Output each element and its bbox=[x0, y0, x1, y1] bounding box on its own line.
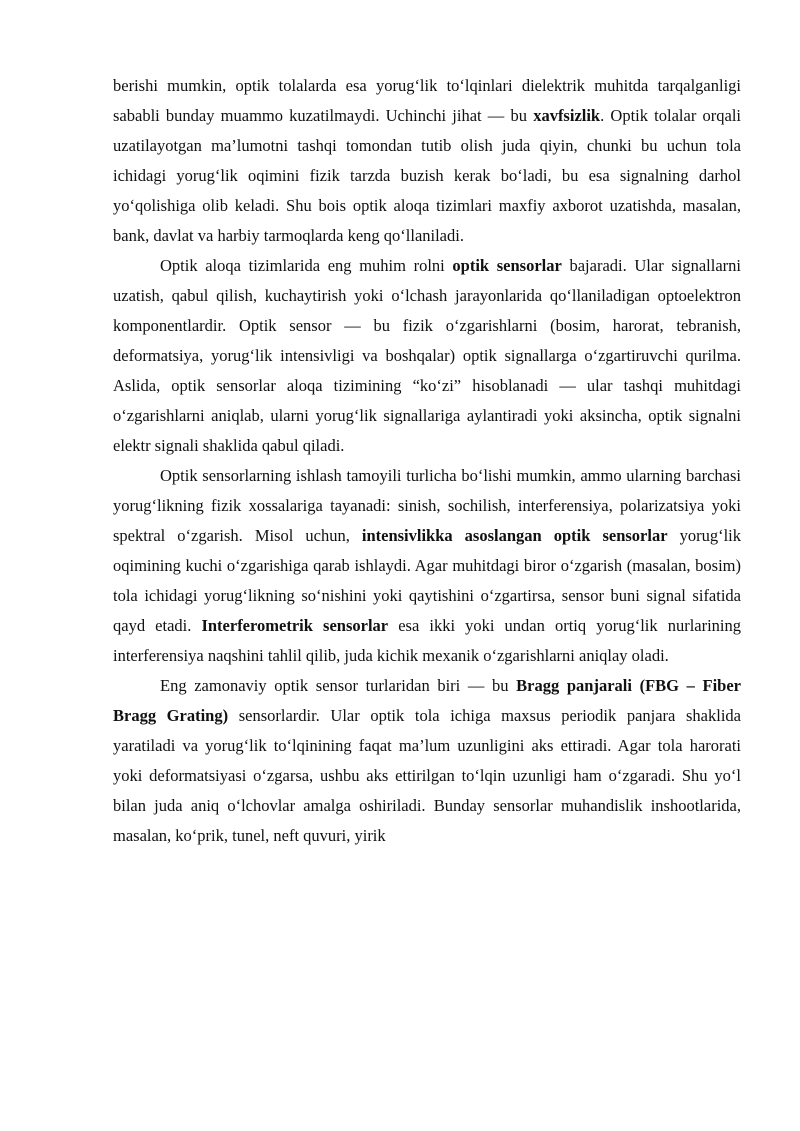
text-run: esa ikki yoki undan ortiq yorug‘lik nurlarining interferensiya naqshini tahlil qilib, juda kichik mexanik o‘zgarishlarni aniqlay oladi. bbox=[113, 616, 742, 665]
text-run: yorug‘lik oqimining kuchi o‘zgarishiga qarab ishlaydi. Agar muhitdagi biror o‘zgarish (masalan, bosim) tola ichidagi yorug‘likning so‘nishini yoki qaytishini o‘zgartirsa, sensor buni signal sifatida qayd etadi. bbox=[113, 526, 741, 635]
paragraph-fbg-sensors bbox=[113, 671, 741, 851]
text-run: Optik sensorlarning ishlash tamoyili turlicha bo‘lishi mumkin, ammo ularning barchasi yorug‘likning fizik xossalariga tayanadi: sinish, sochilish, interferensiya, polarizatsiya yoki spektral o‘zgarish. Misol uchun, bbox=[113, 466, 741, 545]
paragraph-security bbox=[113, 71, 741, 251]
bold-term-optik-sensorlar: optik sensorlar bbox=[452, 256, 562, 275]
text-run: bajaradi. Ular signallarni uzatish, qabul qilish, kuchaytirish yoki o‘lchash jarayonlarida qo‘llaniladigan optoelektron komponentlardir. Optik sensor — bu fizik o‘zgarishlarni (bosim, harorat, tebranish, deformatsiya, yorug‘lik intensivligi va boshqalar) optik signallarga o‘zgartiruvchi qurilma. Aslida, optik sensorlar aloqa tizimining “ko‘zi” hisoblanadi — ular tashqi muhitdagi o‘zgarishlarni aniqlab, ularni yorug‘lik signallariga aylantiradi yoki aksincha, optik signalni elektr signali shaklida qabul qiladi. bbox=[113, 256, 741, 455]
bold-term-xavfsizlik: xavfsizlik bbox=[533, 106, 601, 125]
paragraph-working-principle bbox=[113, 461, 741, 671]
text-run: berishi mumkin, optik tolalarda esa yorug‘lik to‘lqinlari dielektrik muhitda tarqalganligi sababli bunday muammo kuzatilmaydi. Uchinchi jihat — bu bbox=[113, 76, 741, 125]
text-run: . Optik tolalar orqali uzatilayotgan ma’lumotni tashqi tomondan tutib olish juda qiyin, chunki bu uchun tola ichidagi yorug‘lik oqimini fizik tarzda buzish kerak bo‘ladi, bu esa signalning darhol yo‘qolishiga olib keladi. Shu bois optik aloqa tizimlari maxfiy axborot uzatishda, masalan, bank, davlat va harbiy tarmoqlarda keng qo‘llaniladi. bbox=[113, 106, 741, 245]
body-text bbox=[113, 71, 741, 851]
text-run: Optik aloqa tizimlarida eng muhim rolni bbox=[160, 256, 453, 275]
bold-term-interferometric-sensors: Interferometrik sensorlar bbox=[201, 616, 389, 635]
text-run: Eng zamonaviy optik sensor turlaridan biri — bu bbox=[160, 676, 517, 695]
bold-term-fbg: Bragg panjarali (FBG – Fiber Bragg Grating) bbox=[113, 676, 741, 725]
bold-term-intensity-sensors: intensivlikka asoslangan optik sensorlar bbox=[361, 526, 668, 545]
text-run: sensorlardir. Ular optik tola ichiga maxsus periodik panjara shaklida yaratiladi va yorug‘lik to‘lqinining faqat ma’lum uzunligini aks ettiradi. Agar tola harorati yoki deformatsiyasi o‘zgarsa, ushbu aks ettirilgan to‘lqin uzunligi ham o‘zgaradi. Shu yo‘l bilan juda aniq o‘lchovlar amalga oshiriladi. Bunday sensorlar muhandislik inshootlarida, masalan, ko‘prik, tunel, neft quvuri, yirik bbox=[113, 706, 741, 845]
paragraph-optical-sensors bbox=[113, 251, 741, 461]
